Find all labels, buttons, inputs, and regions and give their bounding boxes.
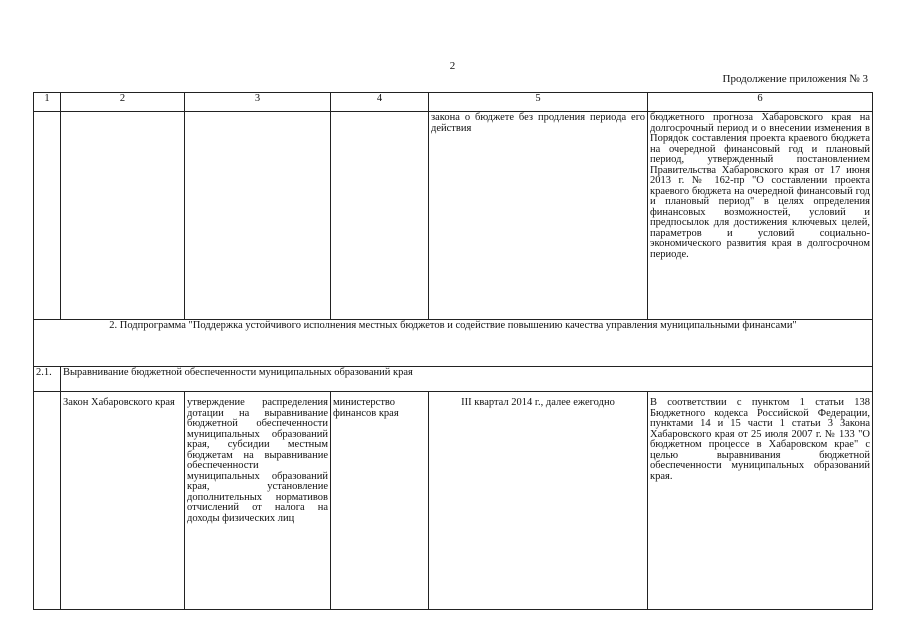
table-cell [34,112,61,320]
table-cell [185,112,331,320]
column-header: 5 [429,93,648,112]
section-title: Выравнивание бюджетной обеспеченности муниципальных образований края [61,367,873,392]
appendix-note: Продолжение приложения № 3 [722,73,868,85]
executor-cell: министерство финансов края [331,392,429,610]
column-header: 1 [34,93,61,112]
table-cell [331,112,429,320]
column-header: 3 [185,93,331,112]
deadline-cell: III квартал 2014 г., далее ежегодно [429,392,648,610]
rationale-cell: бюджетного прогноза Хабаровского края на долгосрочный период и о внесении изменения в Порядок составления проекта краевого бюджета на очередной финансовый год и плановый период, утвержденный постановлением Правительства Хабаровского края от 17 июня 2013 г. № 162-пр "О составлении проекта краевого бюджета на очередной финансовый год и плановый период" в целях определения финансовых возможностей, условий и предпосылок для достижения ключевых целей, параметров и условий социально-экономического развития края в долгосрочном периоде. [648,112,873,320]
page-number: 2 [449,60,456,72]
column-header: 6 [648,93,873,112]
action-content-cell: утверждение распределения дотации на выравнивание бюджетной обеспеченности муниципальных образований края, субсидии местным бюджетам на выравнивание обеспеченности муниципальных образований края, установление дополнительных нормативов отчислений от налога на доходы физических лиц [185,392,331,610]
subprogram-heading: 2. Подпрограмма "Поддержка устойчивого исполнения местных бюджетов и содействие повышению качества управления муниципальными финансами" [34,320,873,367]
table-row [34,320,873,367]
cell-text: закона о бюджете без продления периода его действия [431,112,645,134]
section-number: 2.1. [34,367,61,392]
table-row [34,367,873,392]
deadline-condition-cell [429,112,648,320]
document-table [33,92,873,610]
column-header: 4 [331,93,429,112]
table-header-row [34,93,873,112]
table-row [34,112,873,320]
table-row [34,392,873,610]
table-cell [61,112,185,320]
column-header: 2 [61,93,185,112]
table-cell [34,392,61,610]
rationale-cell: В соответствии с пунктом 1 статьи 138 Бюджетного кодекса Российской Федерации, пунктами 14 и 15 части 1 статьи 3 Закона Хабаровского края от 25 июля 2007 г. № 133 "О бюджетном процессе в Хабаровском крае" с целью выравнивания бюджетной обеспеченности муниципальных образований края. [648,392,873,610]
document-type-cell: Закон Хабаровского края [61,392,185,610]
